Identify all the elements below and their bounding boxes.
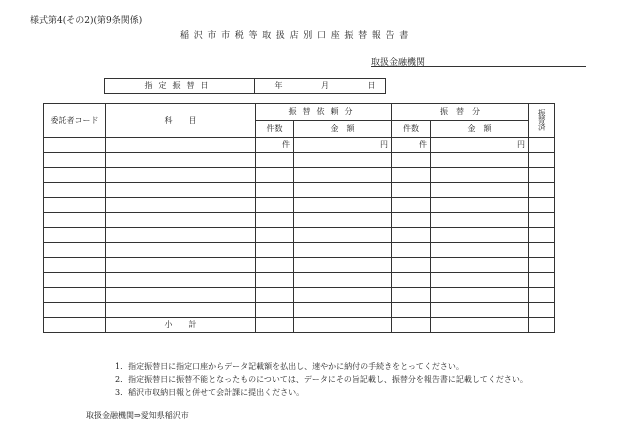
subtotal-label: 小 計 bbox=[106, 318, 256, 333]
designated-date-value bbox=[255, 79, 386, 94]
cell-transfer-done[interactable] bbox=[529, 258, 555, 273]
transfer-report-table bbox=[43, 103, 555, 333]
table-row bbox=[44, 138, 555, 153]
cell-request-count[interactable] bbox=[256, 153, 294, 168]
form-number: 様式第4(その2)(第9条関係) bbox=[30, 16, 143, 26]
cell-trustee-code[interactable] bbox=[44, 213, 106, 228]
cell-request-count[interactable] bbox=[256, 243, 294, 258]
cell-request-amount[interactable] bbox=[294, 153, 392, 168]
cell-transfer-done[interactable] bbox=[529, 213, 555, 228]
cell-transfer-done[interactable] bbox=[529, 198, 555, 213]
cell-trustee-code[interactable] bbox=[44, 138, 106, 153]
header-transfer-amount: 金 額 bbox=[431, 121, 529, 138]
subtotal-transfer-count[interactable] bbox=[392, 318, 431, 333]
cell-transfer-count[interactable] bbox=[392, 198, 431, 213]
cell-transfer-amount[interactable] bbox=[431, 288, 529, 303]
designated-date-label: 指定振替日 bbox=[105, 79, 255, 94]
institution-label: 取扱金融機関 bbox=[371, 58, 426, 68]
table-row bbox=[44, 153, 555, 168]
header-request-group: 振替依頼分 bbox=[256, 104, 392, 121]
table-row bbox=[44, 258, 555, 273]
cell-subject[interactable] bbox=[106, 183, 256, 198]
cell-transfer-done[interactable] bbox=[529, 138, 555, 153]
year-label: 年 bbox=[274, 81, 283, 90]
cell-transfer-done[interactable] bbox=[529, 168, 555, 183]
cell-trustee-code[interactable] bbox=[44, 168, 106, 183]
cell-trustee-code[interactable] bbox=[44, 288, 106, 303]
cell-transfer-count[interactable] bbox=[392, 228, 431, 243]
header-request-amount: 金 額 bbox=[294, 121, 392, 138]
cell-subject[interactable] bbox=[106, 273, 256, 288]
cell-request-amount[interactable] bbox=[294, 273, 392, 288]
subtotal-row bbox=[44, 318, 555, 333]
subtotal-transfer-done[interactable] bbox=[529, 318, 555, 333]
table-row bbox=[44, 183, 555, 198]
cell-transfer-amount[interactable]: 円 bbox=[431, 138, 529, 153]
cell-subject[interactable] bbox=[106, 213, 256, 228]
cell-transfer-count[interactable] bbox=[392, 168, 431, 183]
cell-transfer-done[interactable] bbox=[529, 273, 555, 288]
cell-transfer-amount[interactable] bbox=[431, 303, 529, 318]
subtotal-request-count[interactable] bbox=[256, 318, 294, 333]
cell-subject[interactable] bbox=[106, 153, 256, 168]
cell-request-amount[interactable] bbox=[294, 213, 392, 228]
cell-trustee-code[interactable] bbox=[44, 183, 106, 198]
cell-request-amount[interactable] bbox=[294, 303, 392, 318]
note-item: 2．指定振替日に振替不能となったものについては、データにその旨記載し、振替分を報告書に記載してください。 bbox=[115, 375, 528, 384]
cell-request-amount[interactable] bbox=[294, 258, 392, 273]
cell-transfer-amount[interactable] bbox=[431, 258, 529, 273]
day-label: 日 bbox=[367, 81, 376, 90]
header-transfer-count: 件数 bbox=[392, 121, 431, 138]
table-row bbox=[44, 288, 555, 303]
cell-subject[interactable] bbox=[106, 228, 256, 243]
cell-transfer-count[interactable] bbox=[392, 213, 431, 228]
cell-transfer-count[interactable] bbox=[392, 273, 431, 288]
designated-date-box bbox=[104, 78, 386, 94]
cell-transfer-done[interactable] bbox=[529, 153, 555, 168]
note-item: 3．稲沢市収納日報と併せて会計課に提出ください。 bbox=[115, 388, 305, 397]
cell-subject[interactable] bbox=[106, 303, 256, 318]
cell-transfer-amount[interactable] bbox=[431, 183, 529, 198]
cell-subject[interactable] bbox=[106, 288, 256, 303]
cell-trustee-code[interactable] bbox=[44, 198, 106, 213]
cell-transfer-amount[interactable] bbox=[431, 273, 529, 288]
cell-transfer-count[interactable] bbox=[392, 183, 431, 198]
cell-request-amount[interactable] bbox=[294, 243, 392, 258]
cell-request-amount[interactable] bbox=[294, 183, 392, 198]
header-request-count: 件数 bbox=[256, 121, 294, 138]
cell-transfer-count[interactable] bbox=[392, 258, 431, 273]
cell-trustee-code[interactable] bbox=[44, 228, 106, 243]
cell-transfer-amount[interactable] bbox=[431, 213, 529, 228]
cell-request-amount[interactable] bbox=[294, 288, 392, 303]
cell-request-count[interactable] bbox=[256, 228, 294, 243]
cell-transfer-amount[interactable] bbox=[431, 198, 529, 213]
cell-subject[interactable] bbox=[106, 198, 256, 213]
cell-transfer-done[interactable] bbox=[529, 288, 555, 303]
header-transfer-group: 振 替 分 bbox=[392, 104, 529, 121]
cell-trustee-code[interactable] bbox=[44, 258, 106, 273]
table-row bbox=[44, 168, 555, 183]
cell-request-count[interactable] bbox=[256, 273, 294, 288]
cell-transfer-done[interactable] bbox=[529, 303, 555, 318]
cell-request-count[interactable] bbox=[256, 213, 294, 228]
cell-request-count[interactable] bbox=[256, 183, 294, 198]
table-row bbox=[44, 243, 555, 258]
month-label: 月 bbox=[321, 81, 329, 90]
cell-subject[interactable] bbox=[106, 138, 256, 153]
cell-subject[interactable] bbox=[106, 258, 256, 273]
table-row bbox=[44, 213, 555, 228]
cell-request-amount[interactable]: 円 bbox=[294, 138, 392, 153]
cell-trustee-code[interactable] bbox=[44, 243, 106, 258]
cell-transfer-count[interactable] bbox=[392, 153, 431, 168]
footer-routing: 取扱金融機関⇒愛知県稲沢市 bbox=[86, 411, 189, 420]
cell-transfer-done[interactable] bbox=[529, 183, 555, 198]
cell-trustee-code[interactable] bbox=[44, 303, 106, 318]
cell-transfer-done[interactable] bbox=[529, 228, 555, 243]
cell-transfer-count[interactable] bbox=[392, 243, 431, 258]
cell-transfer-count[interactable] bbox=[392, 288, 431, 303]
cell-transfer-done[interactable] bbox=[529, 243, 555, 258]
cell-request-count[interactable] bbox=[256, 288, 294, 303]
cell-request-count[interactable]: 件 bbox=[256, 138, 294, 153]
cell-request-amount[interactable] bbox=[294, 168, 392, 183]
cell-transfer-amount[interactable] bbox=[431, 243, 529, 258]
cell-transfer-count[interactable]: 件 bbox=[392, 138, 431, 153]
table-row bbox=[44, 228, 555, 243]
cell-request-count[interactable] bbox=[256, 168, 294, 183]
cell-transfer-amount[interactable] bbox=[431, 228, 529, 243]
cell-request-count[interactable] bbox=[256, 303, 294, 318]
institution-underline bbox=[371, 66, 586, 67]
table-row bbox=[44, 273, 555, 288]
header-transfer-done: 振替済 bbox=[529, 104, 555, 138]
notes-list bbox=[115, 360, 528, 399]
cell-transfer-amount[interactable] bbox=[431, 153, 529, 168]
table-row bbox=[44, 303, 555, 318]
cell-request-amount[interactable] bbox=[294, 228, 392, 243]
cell-request-count[interactable] bbox=[256, 198, 294, 213]
header-subject: 科 目 bbox=[106, 104, 256, 138]
cell-transfer-count[interactable] bbox=[392, 303, 431, 318]
cell-subject[interactable] bbox=[106, 168, 256, 183]
cell-trustee-code[interactable] bbox=[44, 153, 106, 168]
note-item: 1．指定振替日に指定口座からデータ記載額を払出し、速やかに納付の手続きをとってください。 bbox=[115, 362, 464, 371]
cell-transfer-amount[interactable] bbox=[431, 168, 529, 183]
subtotal-transfer-amount[interactable] bbox=[431, 318, 529, 333]
header-trustee-code: 委託者コード bbox=[44, 104, 106, 138]
table-row bbox=[44, 198, 555, 213]
cell-request-count[interactable] bbox=[256, 258, 294, 273]
cell-request-amount[interactable] bbox=[294, 198, 392, 213]
cell-trustee-code[interactable] bbox=[44, 273, 106, 288]
document-title: 稲沢市市税等取扱店別口座振替報告書 bbox=[180, 31, 413, 41]
subtotal-request-amount[interactable] bbox=[294, 318, 392, 333]
cell-subject[interactable] bbox=[106, 243, 256, 258]
subtotal-code-cell bbox=[44, 318, 106, 333]
